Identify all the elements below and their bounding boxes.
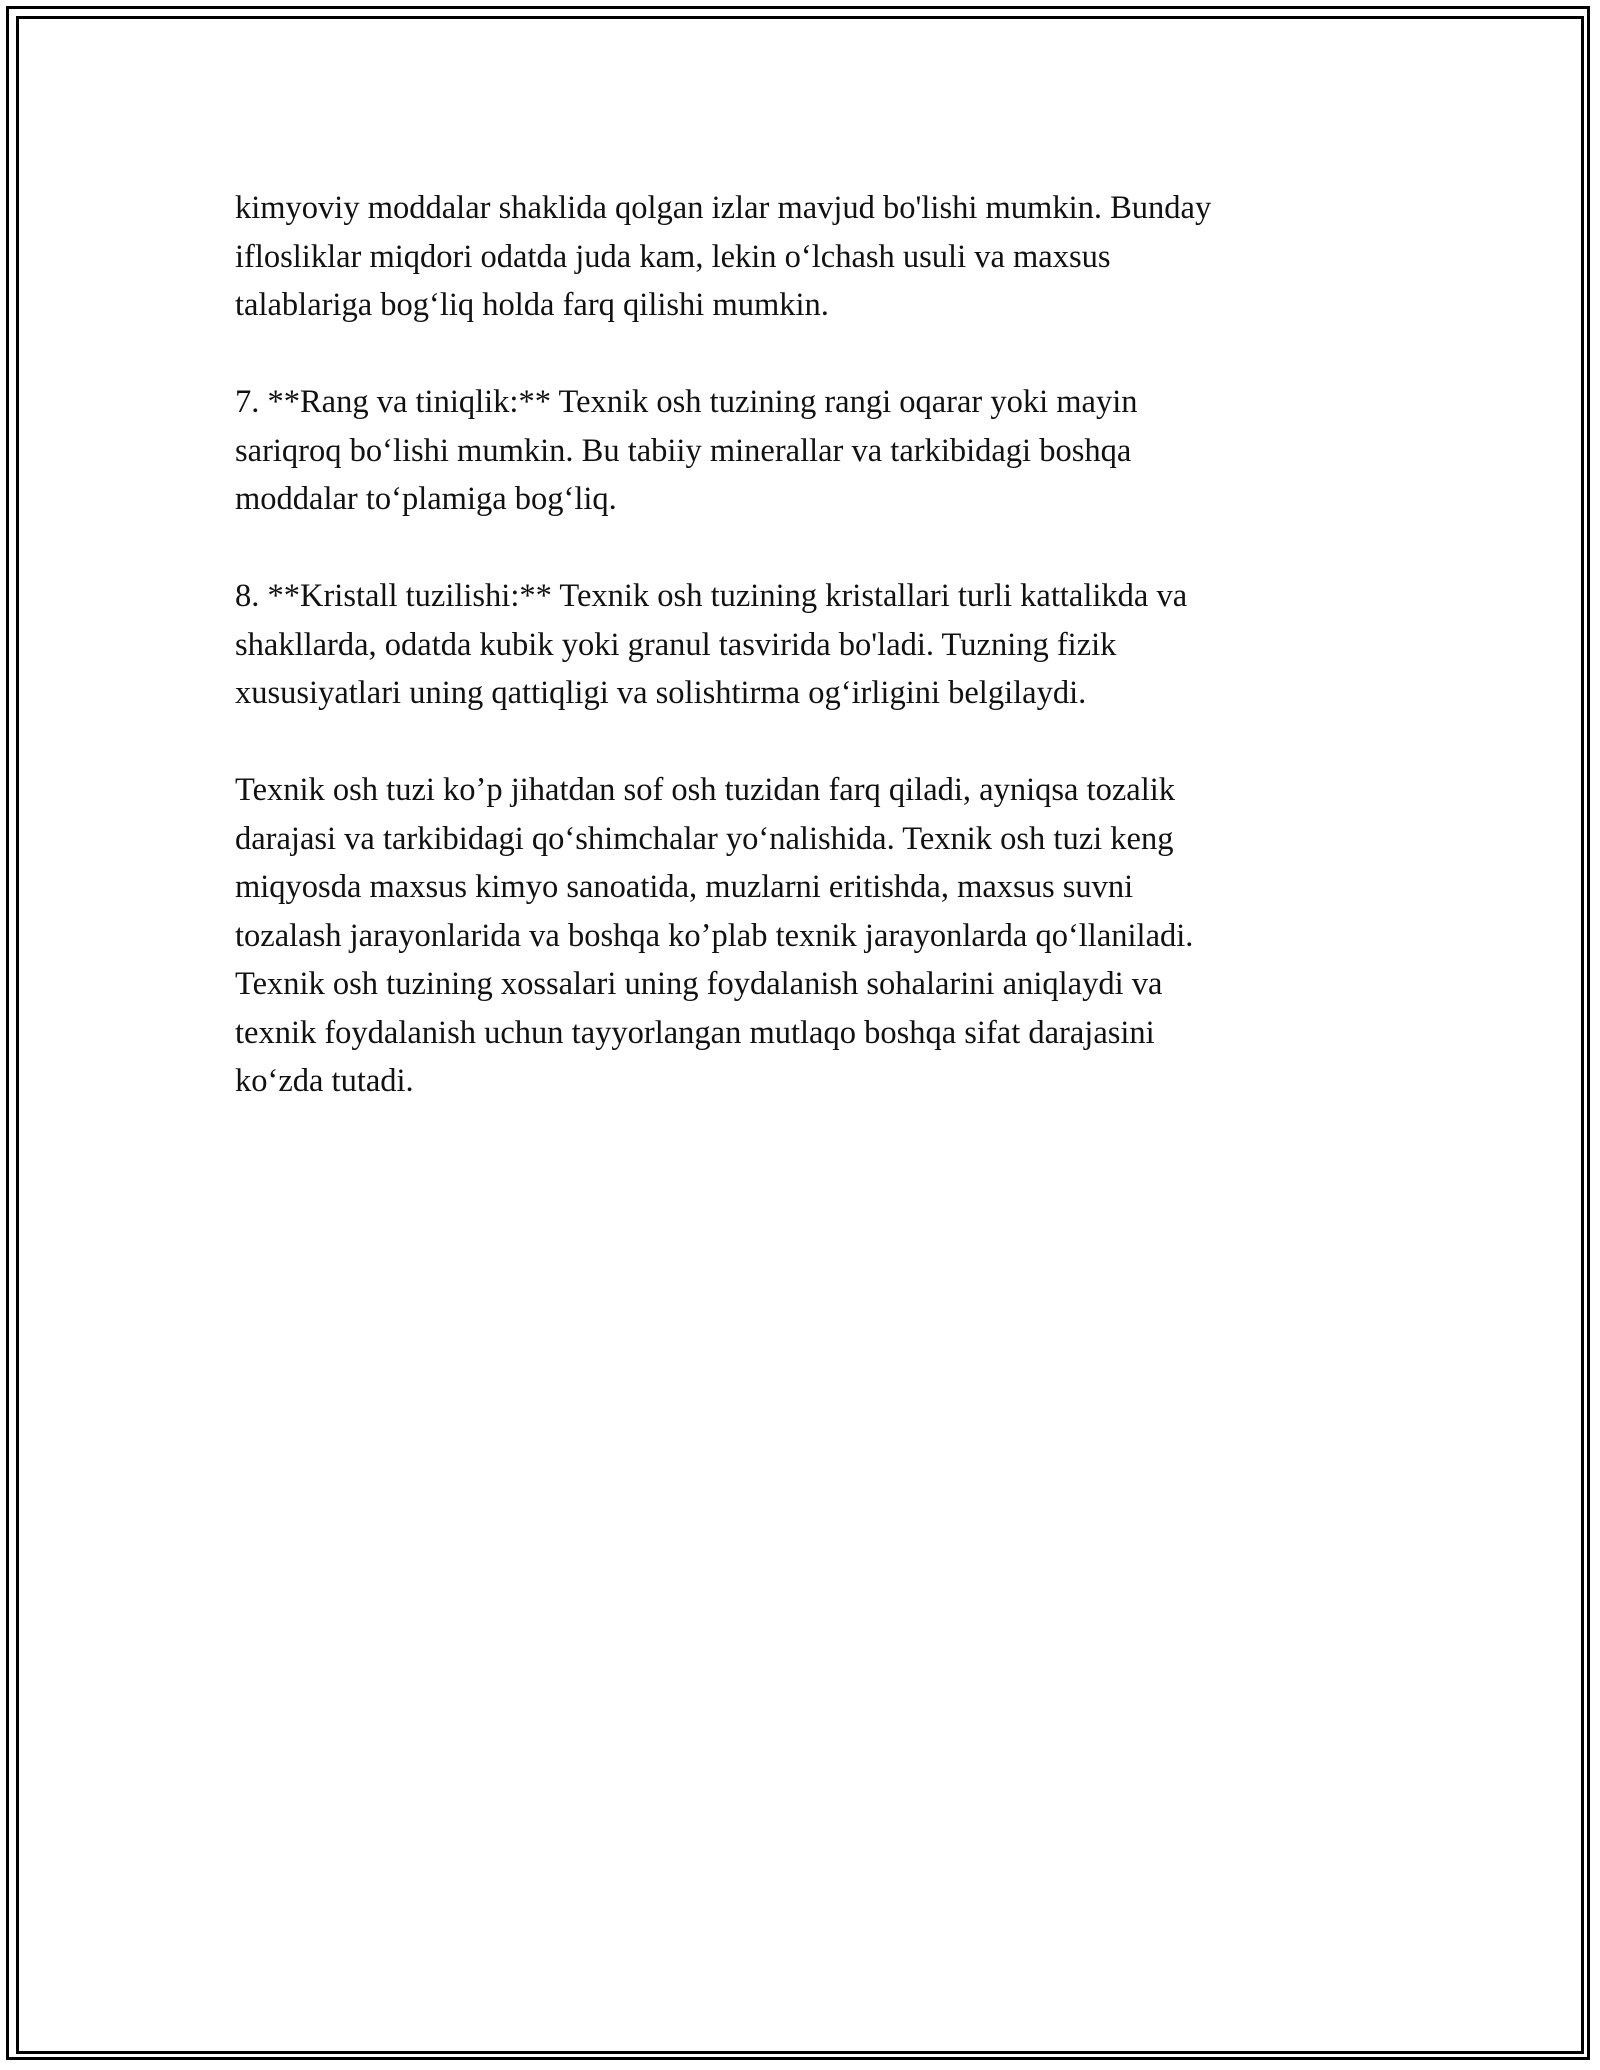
text-line: talablariga bogʻliq holda farq qilishi mumkin. (235, 287, 829, 323)
text-line: koʻzda tutadi. (235, 1063, 414, 1099)
paragraph-crystal-structure (235, 572, 1395, 718)
text-line: 8. **Kristall tuzilishi:** Texnik osh tuzining kristallari turli kattalikda va (235, 578, 1188, 614)
text-line: darajasi va tarkibidagi qoʻshimchalar yoʻnalishida. Texnik osh tuzi keng (235, 820, 1174, 857)
paragraph-conclusion (235, 766, 1395, 1106)
document-body (235, 184, 1395, 1154)
text-line: tozalash jarayonlarida va boshqa koʼplab texnik jarayonlarda qoʻllaniladi. (235, 917, 1194, 954)
text-line: iflosliklar miqdori odatda juda kam, lekin oʻlchash usuli va maxsus (235, 238, 1111, 275)
text-line: sariqroq boʻlishi mumkin. Bu tabiiy minerallar va tarkibidagi boshqa (235, 432, 1132, 469)
text-line: Texnik osh tuzining xossalari uning foydalanish sohalarini aniqlaydi va (235, 966, 1163, 1002)
text-line: Texnik osh tuzi koʼp jihatdan sof osh tuzidan farq qiladi, ayniqsa tozalik (235, 772, 1176, 808)
text-line: shakllarda, odatda kubik yoki granul tasvirida bo'ladi. Tuzning fizik (235, 626, 1117, 663)
paragraph-impurities (235, 184, 1395, 330)
text-line: xususiyatlari uning qattiqligi va solishtirma ogʻirligini belgilaydi. (235, 675, 1087, 711)
text-line: kimyoviy moddalar shaklida qolgan izlar mavjud bo'lishi mumkin. Bunday (235, 190, 1212, 226)
text-line: moddalar toʻplamiga bogʻliq. (235, 481, 617, 517)
paragraph-color-clarity (235, 378, 1395, 524)
text-line: miqyosda maxsus kimyo sanoatida, muzlarni eritishda, maxsus suvni (235, 869, 1134, 905)
text-line: texnik foydalanish uchun tayyorlangan mutlaqo boshqa sifat darajasini (235, 1014, 1155, 1051)
text-line: 7. **Rang va tiniqlik:** Texnik osh tuzining rangi oqarar yoki mayin (235, 384, 1138, 420)
